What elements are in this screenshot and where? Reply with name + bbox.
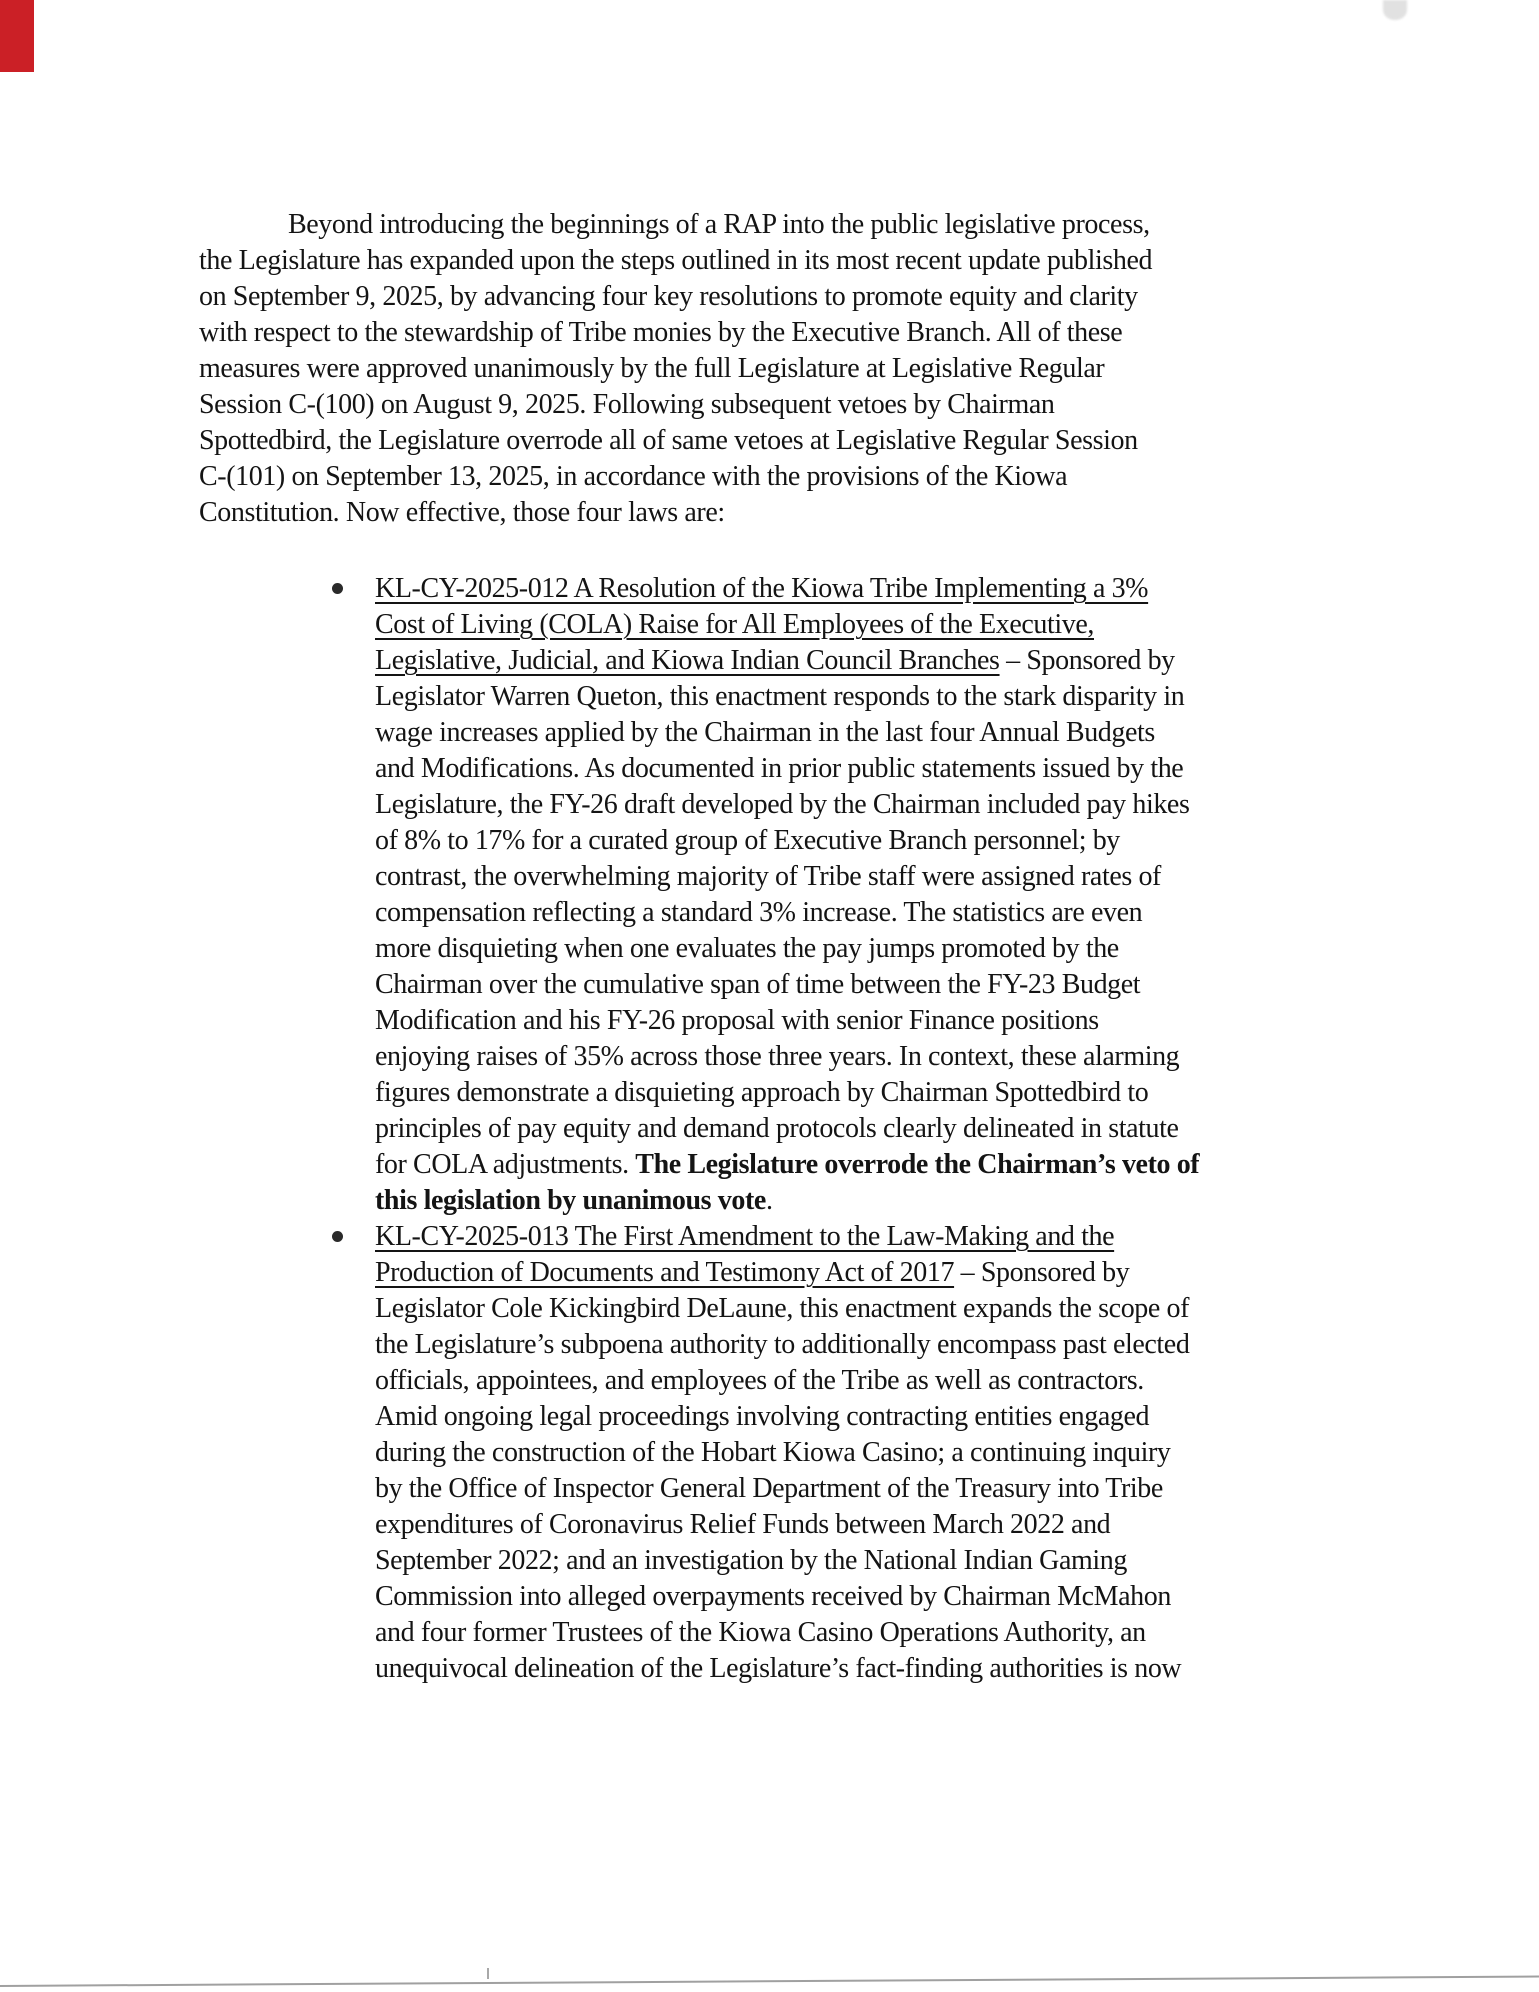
document-body xyxy=(199,207,1339,1687)
resolution-line xyxy=(375,1039,1339,1075)
intro-line: with respect to the stewardship of Tribe monies by the Executive Branch. All of these xyxy=(199,317,1123,348)
resolution-body-text: wage increases applied by the Chairman in the last four Annual Budgets xyxy=(375,717,1155,748)
veto-override-emphasis: this legislation by unanimous vote xyxy=(375,1185,766,1216)
resolution-line xyxy=(375,1255,1339,1291)
resolution-body-text: Legislator Warren Queton, this enactment responds to the stark disparity in xyxy=(375,681,1185,712)
resolution-title-text: KL-CY-2025-013 The First Amendment to the Law-Making and the xyxy=(375,1221,1115,1252)
scan-bottom-edge xyxy=(0,1975,1539,1987)
resolution-line xyxy=(375,1615,1339,1651)
intro-line: Spottedbird, the Legislature overrode all of same vetoes at Legislative Regular Session xyxy=(199,425,1138,456)
resolution-body-text: Amid ongoing legal proceedings involving contracting entities engaged xyxy=(375,1401,1150,1432)
resolution-line xyxy=(375,607,1339,643)
resolution-body-text: enjoying raises of 35% across those three years. In context, these alarming xyxy=(375,1041,1180,1072)
resolution-body-text: for COLA adjustments. xyxy=(375,1149,636,1180)
resolution-body-text: unequivocal delineation of the Legislature’s fact-finding authorities is now xyxy=(375,1653,1182,1684)
resolution-body-text: compensation reflecting a standard 3% increase. The statistics are even xyxy=(375,897,1143,928)
resolution-body-text: figures demonstrate a disquieting approach by Chairman Spottedbird to xyxy=(375,1077,1149,1108)
resolution-body-text: – Sponsored by xyxy=(999,645,1175,676)
resolution-body-text: by the Office of Inspector General Department of the Treasury into Tribe xyxy=(375,1473,1163,1504)
resolution-item xyxy=(199,1219,1339,1687)
resolution-title-text: Cost of Living (COLA) Raise for All Employees of the Executive, xyxy=(375,609,1094,640)
resolution-line xyxy=(375,679,1339,715)
resolution-body-text: Legislator Cole Kickingbird DeLaune, this enactment expands the scope of xyxy=(375,1293,1190,1324)
bullet-icon xyxy=(332,1231,343,1242)
scan-speck xyxy=(487,1968,489,1979)
resolution-line xyxy=(375,1075,1339,1111)
intro-line: the Legislature has expanded upon the steps outlined in its most recent update published xyxy=(199,245,1153,276)
resolution-line xyxy=(375,643,1339,679)
intro-line: on September 9, 2025, by advancing four key resolutions to promote equity and clarity xyxy=(199,281,1138,312)
resolution-body-text: Commission into alleged overpayments received by Chairman McMahon xyxy=(375,1581,1171,1612)
resolution-line xyxy=(375,859,1339,895)
resolution-body-text: officials, appointees, and employees of the Tribe as well as contractors. xyxy=(375,1365,1144,1396)
resolution-body-text: and four former Trustees of the Kiowa Casino Operations Authority, an xyxy=(375,1617,1146,1648)
veto-override-emphasis: The Legislature overrode the Chairman’s veto of xyxy=(635,1149,1200,1180)
resolution-item xyxy=(199,571,1339,1219)
resolution-body-text: – Sponsored by xyxy=(954,1257,1130,1288)
scan-smudge xyxy=(1383,0,1407,20)
resolution-line xyxy=(375,1327,1339,1363)
resolution-line xyxy=(375,571,1339,607)
resolution-body-text: during the construction of the Hobart Kiowa Casino; a continuing inquiry xyxy=(375,1437,1171,1468)
resolution-line xyxy=(375,931,1339,967)
resolution-line xyxy=(375,1579,1339,1615)
resolution-line xyxy=(375,1003,1339,1039)
resolution-body-text: September 2022; and an investigation by the National Indian Gaming xyxy=(375,1545,1127,1576)
resolution-line xyxy=(375,895,1339,931)
resolution-line xyxy=(375,751,1339,787)
resolution-line xyxy=(375,1651,1339,1687)
intro-line: Session C-(100) on August 9, 2025. Following subsequent vetoes by Chairman xyxy=(199,389,1055,420)
resolution-body-text: more disquieting when one evaluates the pay jumps promoted by the xyxy=(375,933,1119,964)
resolution-body-text: contrast, the overwhelming majority of Tribe staff were assigned rates of xyxy=(375,861,1161,892)
resolution-line xyxy=(375,1471,1339,1507)
resolution-line xyxy=(375,1147,1339,1183)
intro-line: measures were approved unanimously by the full Legislature at Legislative Regular xyxy=(199,353,1105,384)
intro-paragraph xyxy=(199,207,1339,531)
resolution-line xyxy=(375,823,1339,859)
resolution-line xyxy=(375,1111,1339,1147)
scan-corner-mark xyxy=(0,0,34,72)
bullet-icon xyxy=(332,583,343,594)
resolution-title-text: Legislative, Judicial, and Kiowa Indian Council Branches xyxy=(375,645,1000,676)
resolution-line xyxy=(375,1399,1339,1435)
resolution-line xyxy=(375,1291,1339,1327)
resolution-line xyxy=(375,1219,1339,1255)
intro-line: C-(101) on September 13, 2025, in accordance with the provisions of the Kiowa xyxy=(199,461,1068,492)
resolution-line xyxy=(375,715,1339,751)
resolution-body-text: the Legislature’s subpoena authority to additionally encompass past elected xyxy=(375,1329,1190,1360)
resolution-line xyxy=(375,1435,1339,1471)
resolution-line xyxy=(375,967,1339,1003)
resolution-body-text: . xyxy=(765,1185,773,1216)
intro-line: Beyond introducing the beginnings of a RAP into the public legislative process, xyxy=(288,209,1150,240)
resolution-body-text: Modification and his FY-26 proposal with senior Finance positions xyxy=(375,1005,1099,1036)
resolution-line xyxy=(375,1543,1339,1579)
resolution-line xyxy=(375,787,1339,823)
resolution-body-text: expenditures of Coronavirus Relief Funds between March 2022 and xyxy=(375,1509,1111,1540)
resolution-title-text: Production of Documents and Testimony Act of 2017 xyxy=(375,1257,955,1288)
resolution-body-text: Chairman over the cumulative span of time between the FY-23 Budget xyxy=(375,969,1141,1000)
resolution-title-text: KL-CY-2025-012 A Resolution of the Kiowa Tribe Implementing a 3% xyxy=(375,573,1149,604)
resolution-line xyxy=(375,1183,1339,1219)
resolution-line xyxy=(375,1507,1339,1543)
resolution-body-text: of 8% to 17% for a curated group of Executive Branch personnel; by xyxy=(375,825,1120,856)
resolution-body-text: and Modifications. As documented in prior public statements issued by the xyxy=(375,753,1184,784)
resolutions-list xyxy=(199,571,1339,1687)
resolution-body-text: principles of pay equity and demand protocols clearly delineated in statute xyxy=(375,1113,1179,1144)
resolution-line xyxy=(375,1363,1339,1399)
resolution-body-text: Legislature, the FY-26 draft developed by the Chairman included pay hikes xyxy=(375,789,1190,820)
intro-line: Constitution. Now effective, those four laws are: xyxy=(199,497,725,528)
